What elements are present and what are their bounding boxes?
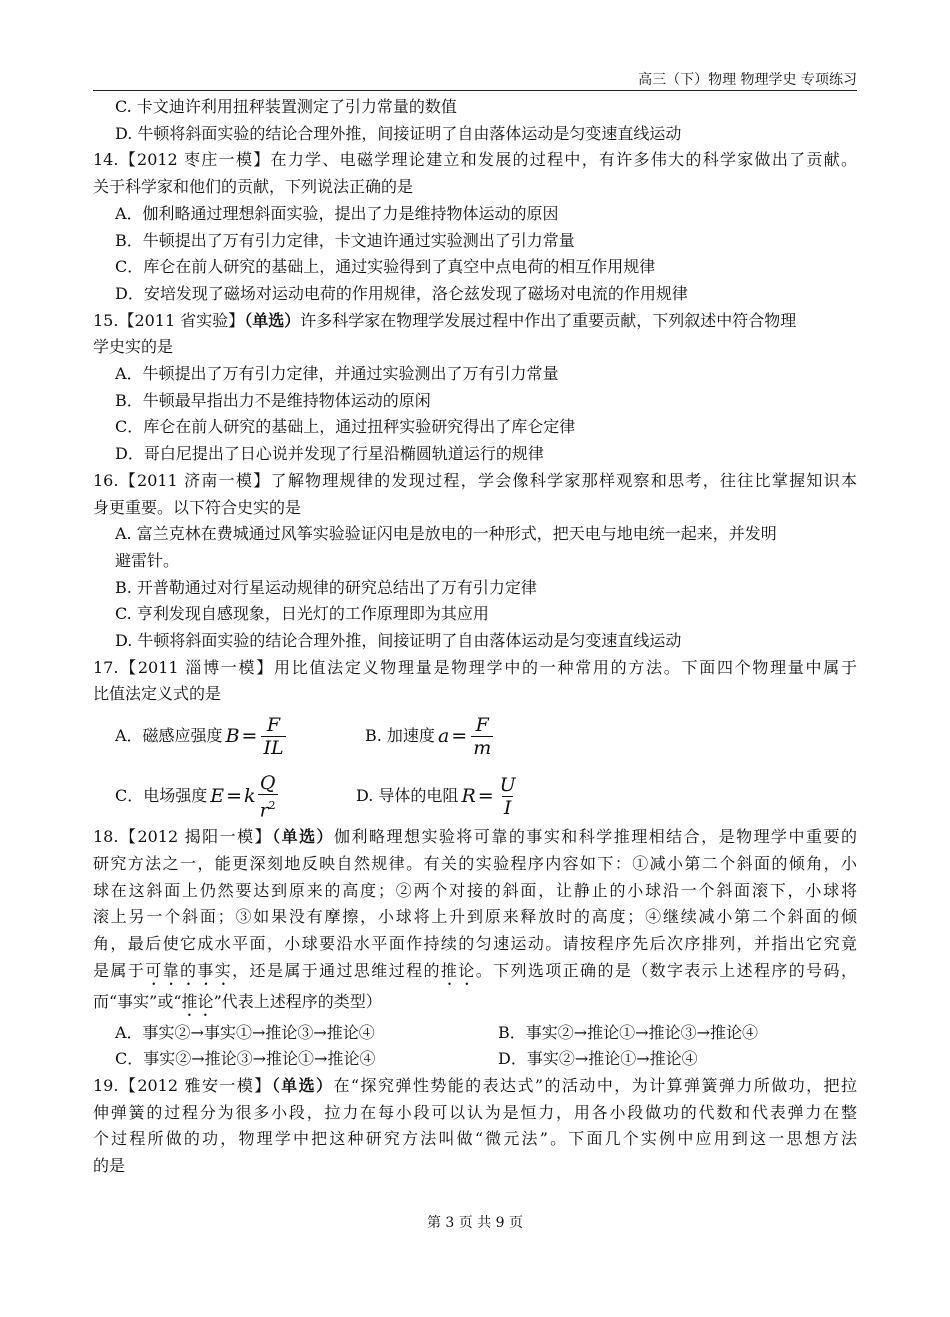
question-text: ，还是属于通过思维过程的 [232, 960, 441, 980]
option-c: C．库仑在前人研究的基础上，通过扭秤实验研究得出了库仑定律 [115, 417, 576, 437]
question-stem: 16.【2011 济南一模】了解物理规律的发现过程，学会像科学家那样观察和思考，往往比掌握知识本 [93, 470, 857, 490]
question-text: 伽利略理想实验将可靠的事实和科学推理相结合，是物理学中重要的 [334, 827, 857, 847]
option-b: B．牛顿提出了万有引力定律，卡文迪许通过实验测出了引力常量 [115, 230, 575, 250]
option-a: A．牛顿提出了万有引力定律，并通过实验测出了万有引力常量 [115, 364, 559, 384]
question-stem: 关于科学家和他们的贡献，下列说法正确的是 [93, 177, 414, 197]
option-label: B. 加速度 [365, 725, 435, 745]
question-stem [93, 958, 857, 989]
option-c: C. 亨利发现自感现象，日光灯的工作原理即为其应用 [115, 604, 489, 624]
option-b: B．牛顿最早指出力不是维持物体运动的原闲 [115, 390, 431, 410]
option-d: D. 牛顿将斜面实验的结论合理外推，间接证明了自由落体运动是匀变速直线运动 [115, 631, 682, 651]
page-content [93, 94, 857, 1180]
numerator: U [499, 773, 516, 796]
numerator: F [475, 713, 489, 736]
option-c: C. 卡文迪许利用扭秤装置测定了引力常量的数值 [115, 97, 457, 116]
formula-row [93, 768, 857, 824]
question-18 [93, 824, 857, 1073]
option-a-continued: 避雷针。 [115, 550, 180, 570]
option-b: B．事实②→推论①→推论③→推论④ [498, 1022, 758, 1042]
denominator-base: r [259, 798, 269, 821]
question-text: ”代表上述程序的类型） [213, 991, 382, 1011]
option-c: C．事实②→推论③→推论①→推论④ [115, 1049, 376, 1069]
question-stem: 伸弹簧的过程分为很多小段，拉力在每小段可以认为是恒力，用各小段做功的代数和代表弹力在整 [93, 1102, 857, 1122]
question-15 [93, 308, 857, 468]
question-number: 15.【2011 省实验】 [93, 310, 245, 330]
denominator [258, 794, 278, 821]
formula-lhs: B [225, 724, 240, 747]
fraction [471, 714, 493, 759]
option-d: D．事实②→推论①→推论④ [498, 1049, 698, 1069]
question-text: 许多科学家在物理学发展过程中作出了重要贡献，下列叙述中符合物理 [300, 310, 797, 330]
option-a: A. 富兰克林在费城通过风筝实验验证闪电是放电的一种形式，把天电与地电统一起来，并发明 [115, 524, 777, 544]
formula-lhs: a [437, 724, 450, 747]
emphasized-text: 可靠的事实 [145, 960, 233, 980]
question-stem: 角，最后使它成水平面，小球要沿水平面作持续的匀速运动。请按程序先后次序排列，并指出它究竟 [93, 933, 857, 953]
option-d [356, 768, 518, 824]
question-17 [93, 655, 857, 824]
question-stem [93, 308, 857, 335]
option-label: A．磁感应强度 [115, 725, 223, 745]
question-stem [93, 1073, 857, 1100]
equals-sign: = [241, 724, 258, 747]
page-footer: 第 3 页 共 9 页 [426, 1215, 524, 1231]
emphasized-text: 推论 [440, 960, 476, 980]
option-b: B. 开普勒通过对行星运动规律的研究总结出了万有引力定律 [115, 577, 537, 597]
question-16 [93, 468, 857, 655]
numerator: F [266, 713, 281, 736]
question-text: 是属于 [93, 960, 146, 980]
option-d: D．安培发现了磁场对运动电荷的作用规律，洛仑兹发现了磁场对电流的作用规律 [115, 283, 688, 303]
question-type-tag: （单选） [272, 827, 335, 847]
question-stem: 的是 [93, 1156, 126, 1176]
question-stem: 学史实的是 [93, 337, 174, 357]
option-a: A．伽利略通过理想斜面实验，提出了力是维持物体运动的原因 [115, 203, 559, 223]
option-label: D. 导体的电阻 [356, 785, 459, 805]
exponent: 2 [268, 798, 276, 812]
question-number: 19.【2012 雅安一模】 [93, 1076, 272, 1096]
option-c [115, 768, 278, 824]
question-stem: 17.【2011 淄博一模】用比值法定义物理量是物理学中的一种常用的方法。下面四个物理量中属于 [93, 657, 857, 677]
emphasized-text: 推论 [181, 991, 214, 1011]
numerator: Q [259, 771, 276, 794]
equals-sign: = [477, 784, 494, 807]
question-text: 在“探究弹性势能的表达式”的活动中，为计算弹簧弹力所做功，把拉 [333, 1076, 857, 1096]
denominator: IL [263, 736, 284, 759]
fraction [258, 772, 278, 821]
equals-sign: = [451, 724, 468, 747]
formula-row [93, 708, 857, 764]
question-14 [93, 147, 857, 307]
question-stem: 滚上另一个斜面；③如果没有摩擦，小球将上升到原来释放时的高度；④继续减小第二个斜面的倾 [93, 907, 857, 927]
question-19 [93, 1073, 857, 1180]
coefficient: k [244, 784, 256, 807]
formula-lhs: R [461, 784, 476, 807]
option-b [365, 708, 493, 764]
option-a: A．事实②→事实①→推论③→推论④ [115, 1022, 375, 1042]
option-label: C．电场强度 [115, 785, 208, 805]
equals-sign: = [226, 784, 243, 807]
question-type-tag: （单选） [244, 310, 301, 330]
denominator: I [503, 796, 512, 819]
question-stem: 14.【2012 枣庄一模】在力学、电磁学理论建立和发展的过程中，有许多伟大的科学家做出了贡献。 [93, 150, 857, 170]
option-c: C．库仑在前人研究的基础上，通过实验得到了真空中点电荷的相互作用规律 [115, 257, 656, 277]
options-row [93, 1046, 857, 1073]
question-stem: 研究方法之一，能更深刻地反映自然规律。有关的实验程序内容如下：①减小第二个斜面的倾角，小 [93, 853, 857, 873]
page-header: 高三（下）物理 物理学史 专项练习 [93, 72, 857, 91]
question-stem: 身更重要。以下符合史实的是 [93, 497, 302, 517]
question-stem [93, 824, 857, 851]
question-text: 。下列选项正确的是（数字表示上述程序的号码， [475, 960, 857, 980]
question-stem [93, 989, 857, 1020]
question-stem: 个过程所做的功，物理学中把这种研究方法叫做“微元法”。下面几个实例中应用到这一思想方法 [93, 1129, 857, 1149]
question-stem: 球在这斜面上仍然要达到原来的高度；②两个对接的斜面，让静止的小球沿一个斜面滚下，小球将 [93, 880, 857, 900]
fraction [498, 774, 518, 819]
denominator: m [473, 736, 492, 759]
option-a [115, 708, 286, 764]
question-text: 而“事实”或“ [93, 991, 182, 1011]
question-type-tag: （单选） [271, 1076, 334, 1096]
fraction [261, 714, 285, 759]
options-row [93, 1020, 857, 1047]
option-d: D．哥白尼提出了日心说并发现了行星沿椭圆轨道运行的规律 [115, 444, 544, 464]
option-d: D. 牛顿将斜面实验的结论合理外推，间接证明了自由落体运动是匀变速直线运动 [115, 123, 682, 143]
question-number: 18.【2012 揭阳一模】 [93, 827, 273, 847]
formula-lhs: E [210, 784, 225, 807]
question-stem: 比值法定义式的是 [93, 684, 222, 704]
